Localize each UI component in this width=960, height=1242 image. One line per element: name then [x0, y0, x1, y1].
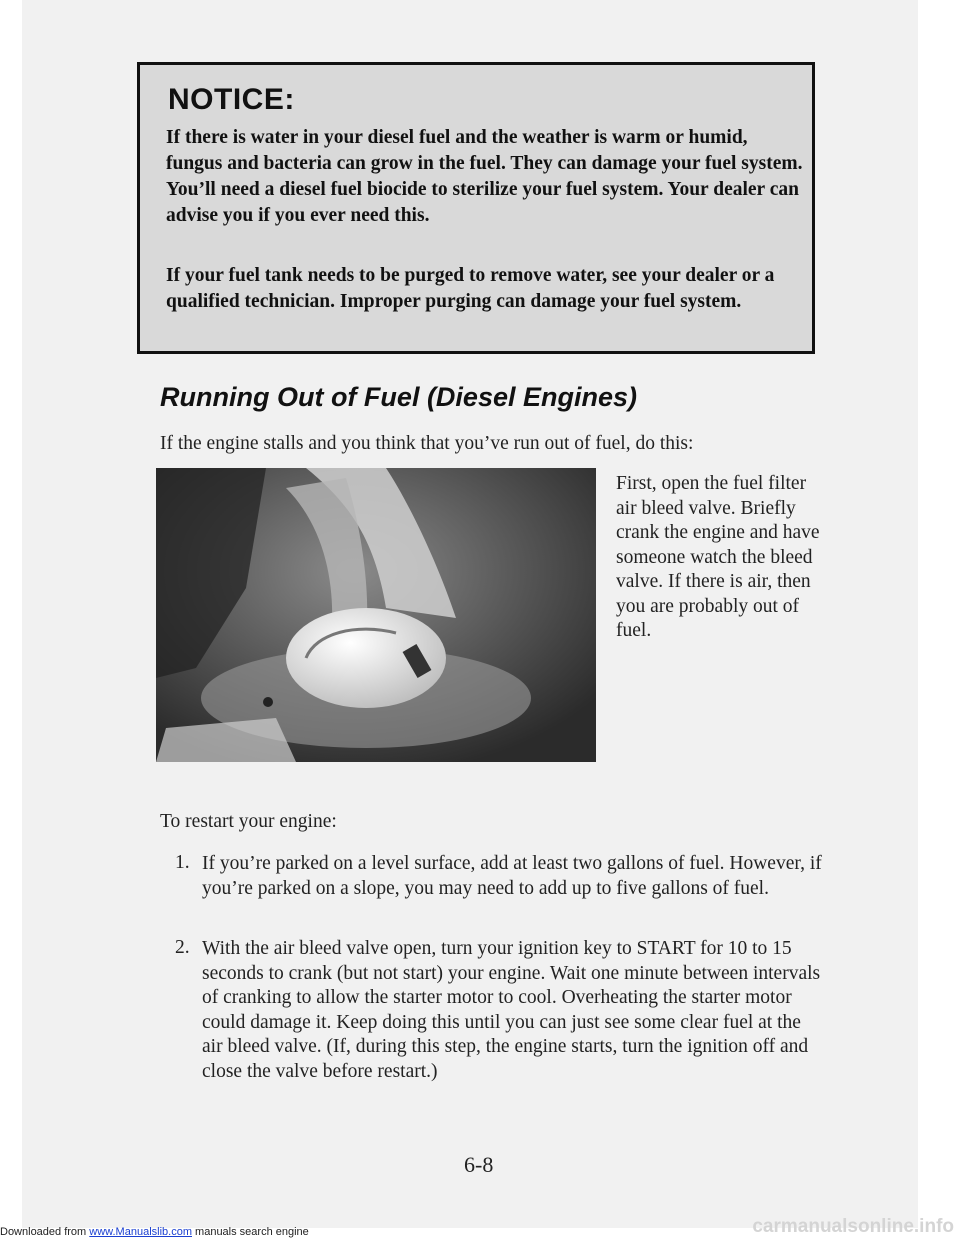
- side-instruction-text: First, open the fuel filter air bleed valve. Briefly crank the engine and have someone watch the bleed valve. If there is air, then you are probably out of fuel.: [616, 473, 820, 641]
- section-heading: Running Out of Fuel (Diesel Engines): [160, 382, 637, 412]
- step-number: 1.: [175, 852, 190, 873]
- footer-suffix: manuals search engine: [191, 1226, 309, 1238]
- step-text: If you’re parked on a level surface, add at least two gallons of fuel. However, if you’re parked on a slope, you may need to add up to five gallons of fuel.: [202, 853, 822, 899]
- watermark-text: carmanualsonline.info: [752, 1216, 954, 1237]
- step-text: With the air bleed valve open, turn your ignition key to START for 10 to 15 seconds to crank (but not start) your engine. Wait one minute between intervals of cranking to allow the starter motor to cool. Overheating the starter motor could damage it. Keep doing this until you can just see some clear fuel at the air bleed valve. (If, during this step, the engine starts, turn the ignition off and close the valve before restart.): [202, 938, 821, 1082]
- notice-paragraph-1: If there is water in your diesel fuel and the weather is warm or humid, fungus and bacteria can grow in the fuel. They can damage your fuel system. You’ll need a diesel fuel biocide to sterilize your fuel system. Your dealer can advise you if you ever need this.: [166, 127, 803, 226]
- restart-intro: To restart your engine:: [160, 811, 337, 832]
- page-number: 6-8: [464, 1152, 494, 1177]
- manualslib-link[interactable]: www.Manualslib.com: [89, 1226, 192, 1238]
- step-number: 2.: [175, 937, 190, 958]
- intro-text: If the engine stalls and you think that you’ve run out of fuel, do this:: [160, 433, 694, 454]
- footer-prefix: Downloaded from: [0, 1226, 90, 1238]
- fuel-filter-photo: [156, 468, 596, 762]
- fuel-filter-illustration: [156, 468, 596, 762]
- notice-box: [137, 62, 815, 354]
- notice-paragraph-2: If your fuel tank needs to be purged to remove water, see your dealer or a qualified technician. Improper purging can damage your fuel system.: [166, 265, 775, 312]
- notice-title: NOTICE:: [168, 83, 295, 116]
